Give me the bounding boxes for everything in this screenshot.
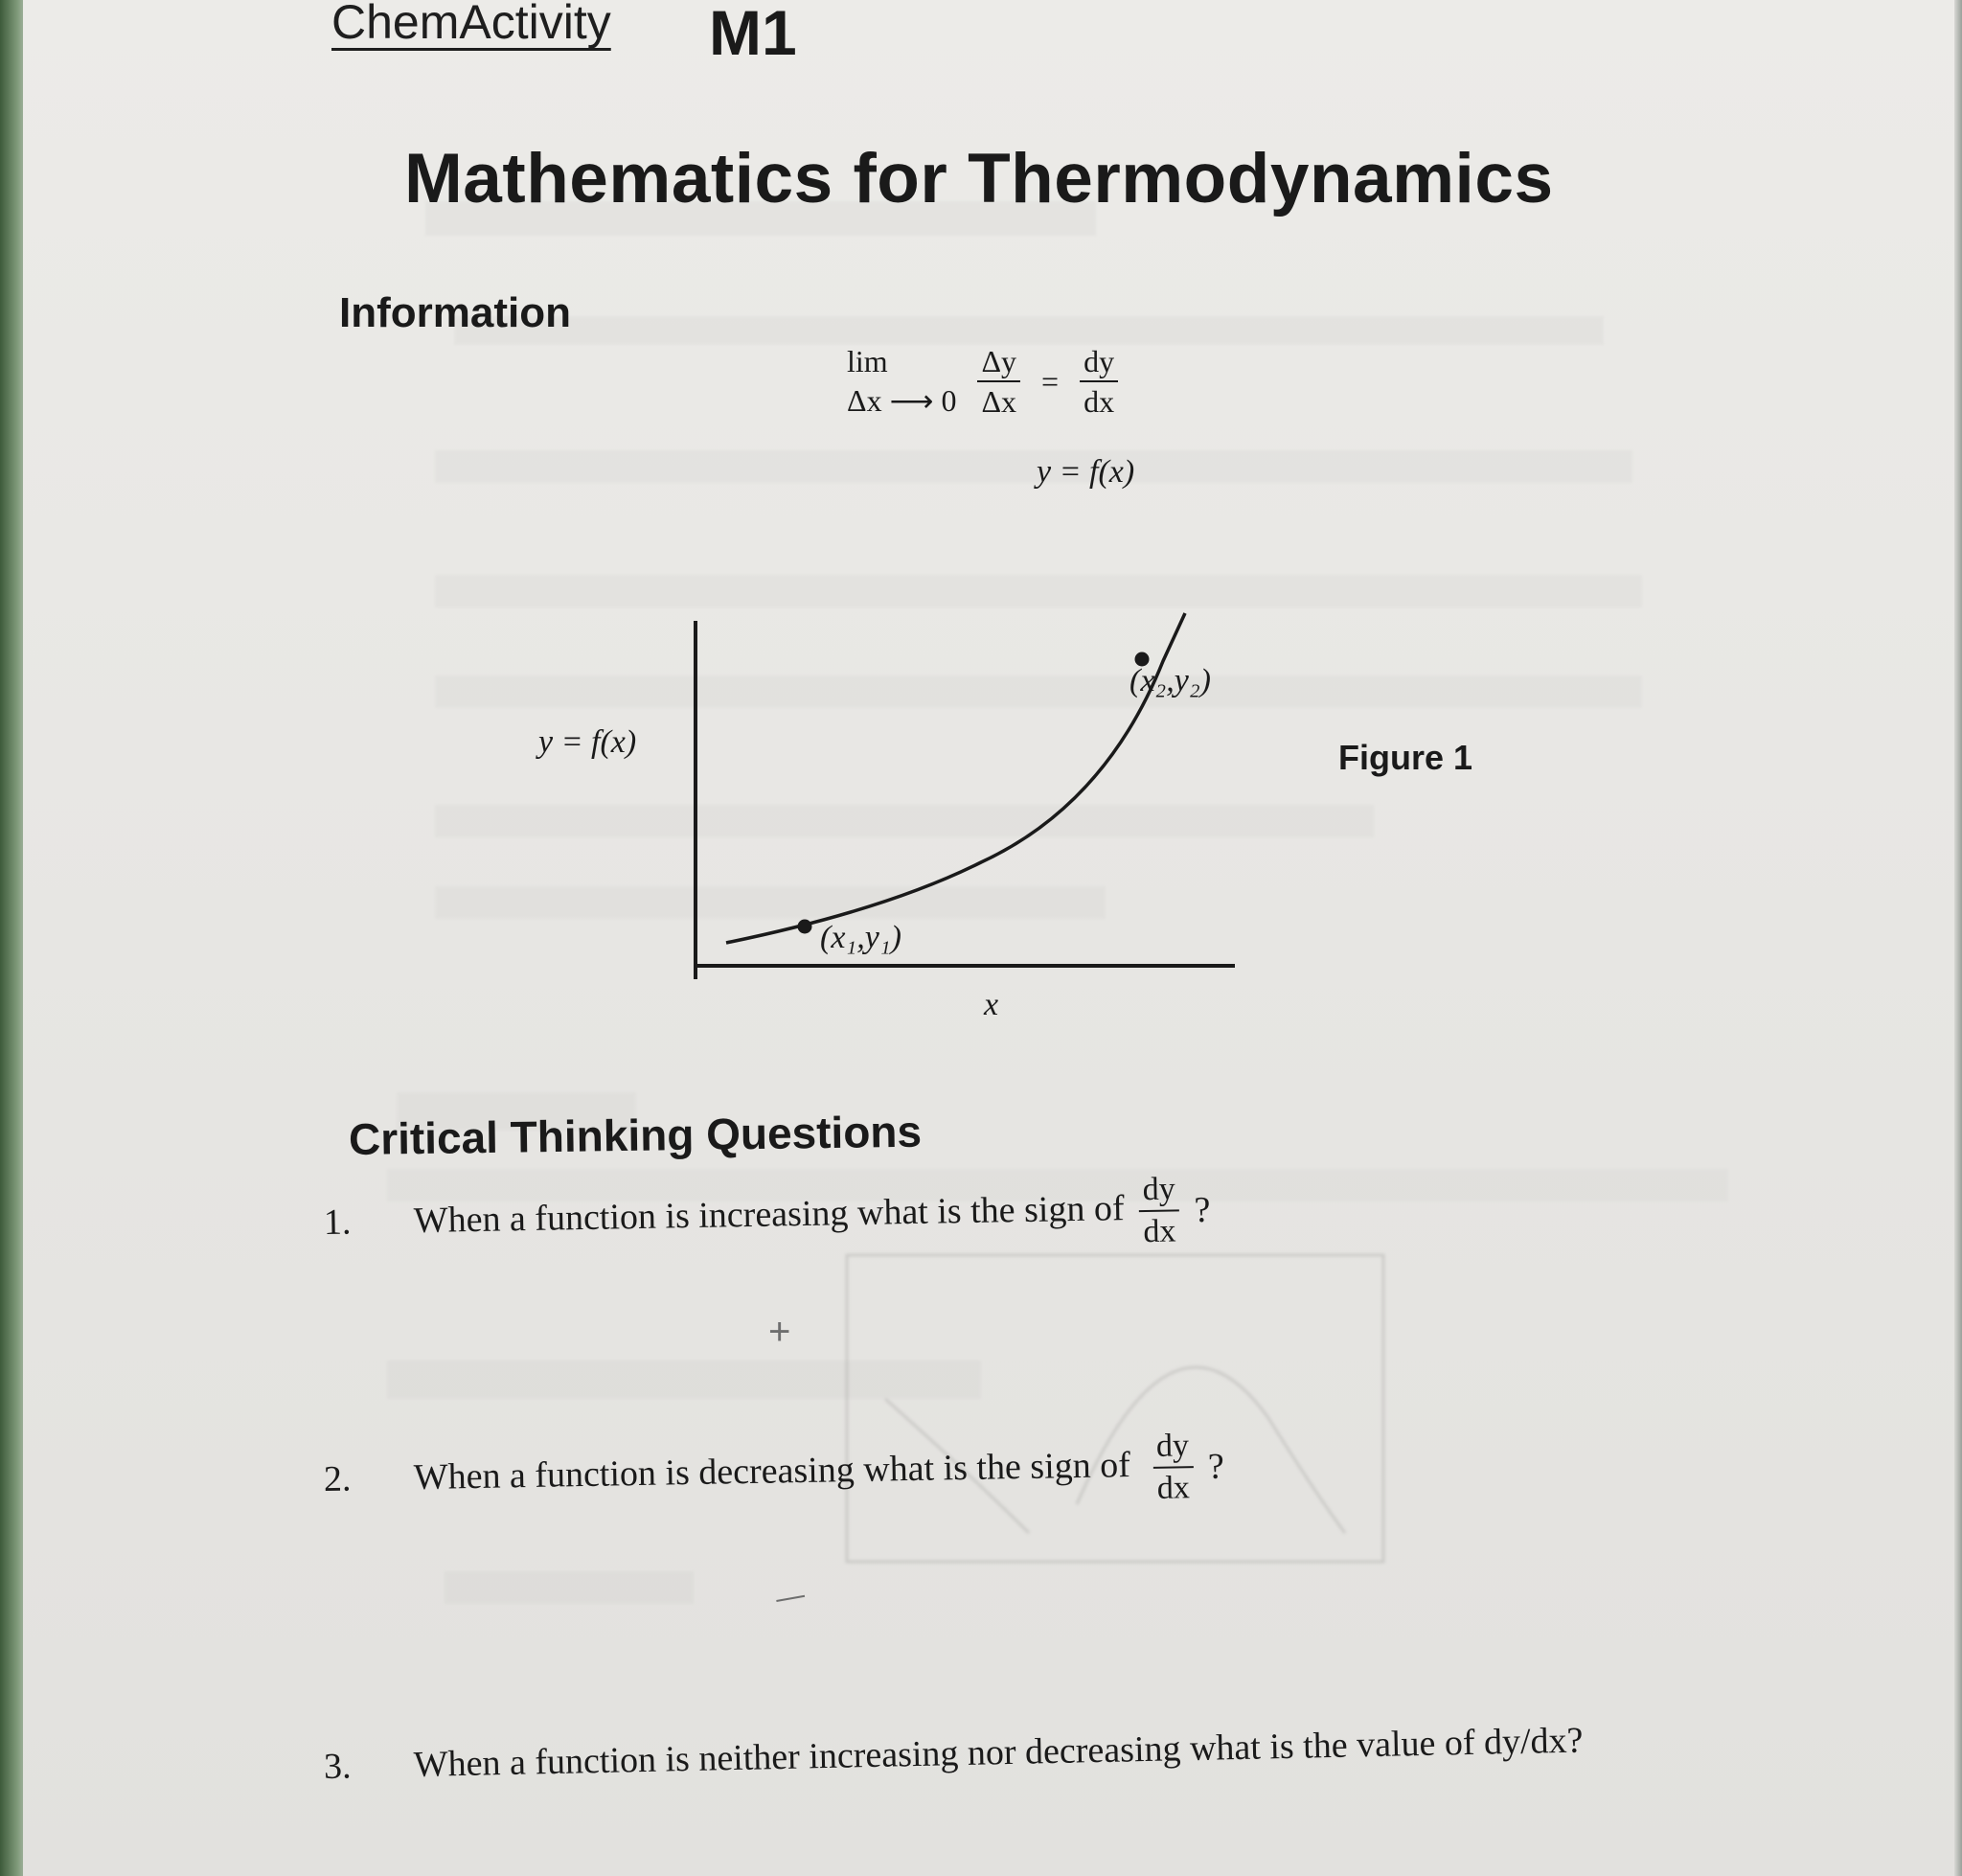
handwritten-answer-2: — [773,1578,808,1615]
function-label: y = f(x) [1037,454,1135,490]
worksheet-page [23,0,1954,1876]
figure-caption: Figure 1 [1338,738,1473,777]
figure-1-plot [23,0,1954,1054]
y-axis-label: y = f(x) [538,724,637,760]
activity-label: ChemActivity [331,0,611,49]
point-2-label: (x₂,y₂) [1129,663,1211,698]
x-axis-label: x [984,987,999,1022]
question-2-text: When a function is decreasing what is the sign of [413,1445,1131,1499]
limit-lim: lim [847,344,888,378]
question-1 [323,1173,1211,1263]
question-2-suffix: ? [1207,1446,1225,1487]
delta-x: Δx [981,384,1017,420]
question-2 [323,1430,1224,1520]
question-1-suffix: ? [1194,1189,1211,1231]
delta-y: Δy [977,346,1020,382]
handwritten-answer-1: + [768,1311,791,1353]
question-3 [324,1719,1584,1788]
question-1-derivative: $\frac{dy}{dx}$ [1138,1173,1179,1248]
critical-thinking-heading: Critical Thinking Questions [348,1106,923,1164]
derivative-dx: dx [1084,384,1115,420]
derivative-dy: dy [1080,346,1118,382]
function-curve [726,613,1185,943]
question-3-text: When a function is neither increasing nor decreasing what is the value of dy/dx? [413,1720,1584,1786]
question-1-number: 1. [323,1201,352,1243]
question-3-number: 3. [323,1746,352,1787]
question-2-derivative: $\frac{dy}{dx}$ [1152,1430,1194,1505]
information-heading: Information [339,289,571,336]
question-1-text: When a function is increasing what is the sign of [413,1188,1125,1242]
equals-sign: = [1041,363,1060,399]
page-title: Mathematics for Thermodynamics [404,140,1554,217]
point-1-label: (x₁,y₁) [820,920,901,955]
activity-id: M1 [709,0,797,68]
point-1-marker [798,920,812,934]
question-2-number: 2. [323,1458,352,1499]
limit-subscript: Δx ⟶ 0 [847,383,957,419]
background-edge-right [1954,0,1962,1876]
